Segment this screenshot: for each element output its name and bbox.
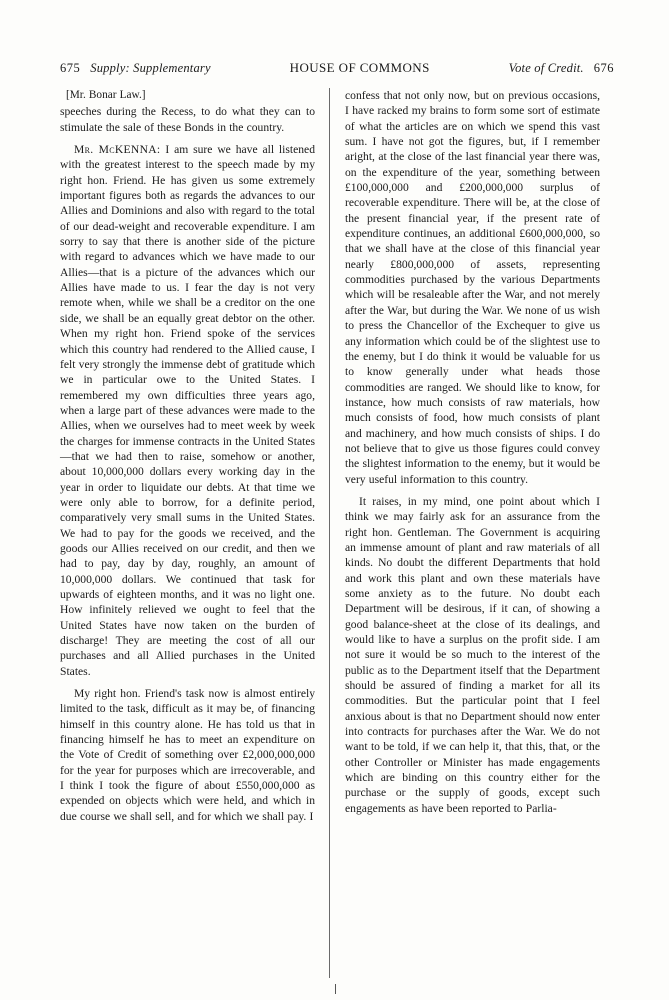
running-head-right-title: Vote of Credit. [508,61,584,75]
paragraph-gap [345,487,600,494]
folio-right: 676 [593,61,614,75]
column-container [60,88,614,978]
running-head-title [80,60,594,76]
folio-left: 675 [60,61,81,75]
estimate-paragraph: confess that not only now, but on previous occasions, I have racked my brains to form some sort of estimate of what the articles are on which we spend this vast sum. I have not got the figures, but, if I remember aright, at the close of the last financial year there was, on the expenditure of the year, something between £100,000,000 and £200,000,000 surplus of recoverable expenditure. There will be, at the close of the present financial year, if the present rate of expenditure continues, an additional £600,000,000, so that we shall have at the close of this financial year nearly £800,000,000 of assets, representing commodities purchased by the various Departments which will be resaleable after the War, and not merely after the War, but during the War. We none of us wish to press the Chancellor of the Exchequer to give us any information which could be of the slightest use to the enemy, but I do think it would be valuable for us to know generally under what heads those commodities are ranged. We should like to know, for instance, how much consists of raw materials, how much consists of food, how much consists of plant and machinery, and how much consists of ships. I do not believe that to give us those figures could convey the slightest information to the enemy, but it would be very useful information to this country. [345,89,600,486]
column-left [60,88,330,978]
speaker-bracket-note: [Mr. Bonar Law.] [66,89,146,101]
column-right [330,88,600,978]
page-center-tick [335,984,336,994]
paragraph-gap [60,679,315,686]
running-head-left-title: Supply: Supplementary [90,61,211,75]
mckenna-speech-paragraph [60,142,315,679]
speaker-name: Mr. McKENNA: [74,143,161,157]
paragraph-gap [60,135,315,142]
assurance-paragraph: It raises, in my mind, one point about which I think we may fairly ask for an assurance from the right hon. Gentleman. The Government is acquiring an immense amount of plant and raw materials of all kinds. No doubt the different Departments that hold and work this plant and own these materials have some anxiety as to the future. No doubt each Department will be desirous, if it can, of showing a good balance-sheet at the close of its dealings, and would like to have a surplus on the profit side. I am not sure it would be so much to the interest of the public as to the Department itself that the Department should be assured of finding a market for all its commodities. But the particular point that I feel anxious about is that no Department should now enter into contracts for purchases after the War. We do not want to be told, if we can help it, that this, that, or the other Controller or Minister has made engagements which are binding on this country either for the purchase or the supply of goods, except such engagements as have been reported to Parlia- [345,494,600,815]
running-head-center-title: HOUSE OF COMMONS [289,60,430,75]
task-limited-paragraph: My right hon. Friend's task now is almost entirely limited to the task, difficult as it may be, of financing himself in this country alone. He has told us that in financing himself he has to meet an expenditure on the Vote of Credit of something over £2,000,000,000 for the year for purposes which are irrecoverable, and I think I took the figure of about £550,000,000 as expended on objects which were held, and which in due course we shall sell, and for which we shall pay. I [60,687,315,823]
continuation-paragraph: speeches during the Recess, to do what they can to stimulate the sale of these Bonds in the country. [60,105,315,134]
running-head [60,60,614,80]
mckenna-speech-text: I am sure we have all listened with the greatest interest to the speech made by my right hon. Friend. He has given us some extremely important figures both as regards the advances to our Allies and Dominions and also with regard to the total of our dead-weight and recoverable expenditure. I am sorry to say that there is another side of the picture with regard to advances which we have made to our Allies—that is a picture of the advances which our Allies have made to us. I fear the day is not very remote when, while we shall be a creditor on the one side, we shall be an equally great debtor on the other. When my right hon. Friend spoke of the services which this country had rendered to the Allied cause, I felt very strongly the immense debt of gratitude which we in particular owe to the United States. I remembered my own difficulties three years ago, when a large part of these advances were made to the Allies, when we ourselves had to meet week by week the charges for immense contracts in the United States—that we had then to raise, somehow or another, about 10,000,000 dollars every working day in the year in order to liquidate our debts. At that time we were only able to borrow, for a definite period, comparatively very small sums in the United States. We had to pay for the goods we received, and the goods our Allies received on our credit, and then we had to pay, day by day, roughly, an amount of 10,000,000 dollars. We continued that task for upwards of eighteen months, and it was no light one. How infinitely relieved we ought to feel that the United States have now taken on the burden of discharge! They are meeting the cost of all our purchases and all Allied purchases in the United States. [60,143,315,678]
